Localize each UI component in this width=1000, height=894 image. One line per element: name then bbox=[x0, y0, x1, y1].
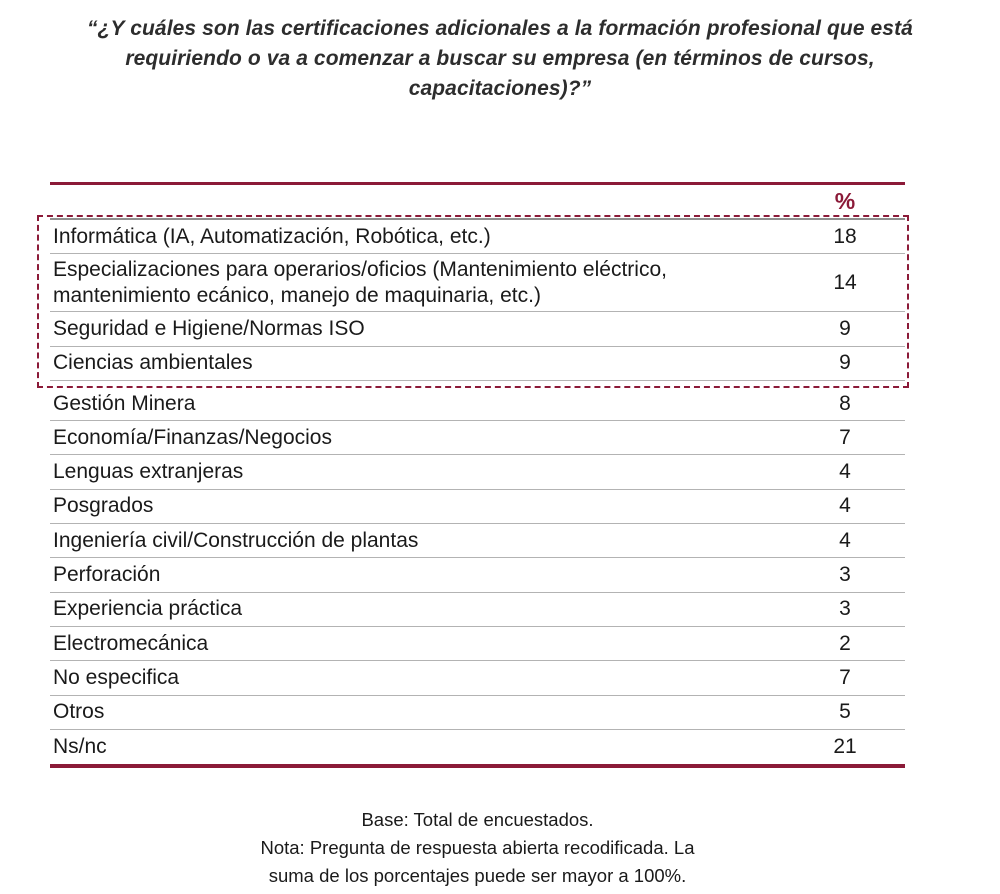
row-percent-value: 7 bbox=[839, 665, 851, 689]
question-title bbox=[0, 14, 1000, 104]
table-row bbox=[50, 312, 905, 346]
row-label: Gestión Minera bbox=[53, 391, 196, 415]
row-label: Seguridad e Higiene/Normas ISO bbox=[53, 316, 365, 340]
row-label: Especializaciones para operarios/oficios (Mantenimiento eléctrico, mantenimiento ecánico, manejo de maquinaria, etc.) bbox=[53, 257, 667, 307]
footer-notes bbox=[50, 806, 905, 890]
row-percent-value: 4 bbox=[839, 528, 851, 552]
table-bottom-rule bbox=[50, 764, 905, 768]
highlighted-rows-group bbox=[50, 220, 905, 387]
question-title-line: “¿Y cuáles son las certificaciones adicionales a la formación profesional que está bbox=[87, 17, 913, 40]
row-percent-value: 7 bbox=[839, 425, 851, 449]
table-header-row bbox=[50, 182, 905, 220]
footer-note-line: Base: Total de encuestados. bbox=[361, 809, 594, 830]
row-label: Electromecánica bbox=[53, 631, 209, 655]
row-label: Ns/nc bbox=[53, 735, 107, 758]
table-row bbox=[50, 593, 905, 627]
row-label: No especifica bbox=[53, 665, 180, 689]
row-percent-value: 9 bbox=[839, 351, 851, 375]
table-row bbox=[50, 220, 905, 254]
row-label: Ciencias ambientales bbox=[53, 351, 253, 375]
footer-note-line: suma de los porcentajes puede ser mayor a 100%. bbox=[268, 865, 687, 886]
question-title-line: requiriendo o va a comenzar a buscar su empresa (en términos de cursos, bbox=[125, 47, 875, 70]
table-row bbox=[50, 558, 905, 592]
row-percent-value: 2 bbox=[839, 631, 851, 655]
table-row bbox=[50, 524, 905, 558]
row-label: Economía/Finanzas/Negocios bbox=[53, 425, 332, 449]
row-label: Posgrados bbox=[53, 494, 154, 518]
percent-column-header: % bbox=[834, 188, 856, 214]
table-row bbox=[50, 421, 905, 455]
row-percent-value: 18 bbox=[833, 224, 857, 248]
row-percent-value: 3 bbox=[839, 563, 851, 587]
question-title-line: capacitaciones)?” bbox=[408, 77, 592, 100]
table-row bbox=[50, 455, 905, 489]
table-row bbox=[50, 627, 905, 661]
row-percent-value: 21 bbox=[833, 735, 857, 758]
row-label: Informática (IA, Automatización, Robótica, etc.) bbox=[53, 224, 491, 248]
table-row bbox=[50, 661, 905, 695]
row-percent-value: 14 bbox=[833, 270, 857, 294]
row-percent-value: 5 bbox=[839, 700, 851, 724]
row-percent-value: 3 bbox=[839, 597, 851, 621]
footer-note-line: Nota: Pregunta de respuesta abierta recodificada. La bbox=[260, 837, 695, 858]
row-percent-value: 8 bbox=[839, 391, 851, 415]
results-table bbox=[50, 182, 905, 768]
table-row bbox=[50, 387, 905, 421]
row-label: Ingeniería civil/Construcción de plantas bbox=[53, 528, 419, 552]
row-percent-value: 4 bbox=[839, 494, 851, 518]
table-row bbox=[50, 696, 905, 730]
row-label: Otros bbox=[53, 700, 105, 724]
table-row bbox=[50, 490, 905, 524]
row-label: Lenguas extranjeras bbox=[53, 460, 244, 484]
table-row bbox=[50, 347, 905, 381]
row-percent-value: 9 bbox=[839, 316, 851, 340]
table-row bbox=[50, 254, 905, 312]
row-label: Perforación bbox=[53, 563, 161, 587]
table-body-rows bbox=[50, 387, 905, 764]
row-label: Experiencia práctica bbox=[53, 597, 243, 621]
row-percent-value: 4 bbox=[839, 460, 851, 484]
table-row bbox=[50, 730, 905, 764]
